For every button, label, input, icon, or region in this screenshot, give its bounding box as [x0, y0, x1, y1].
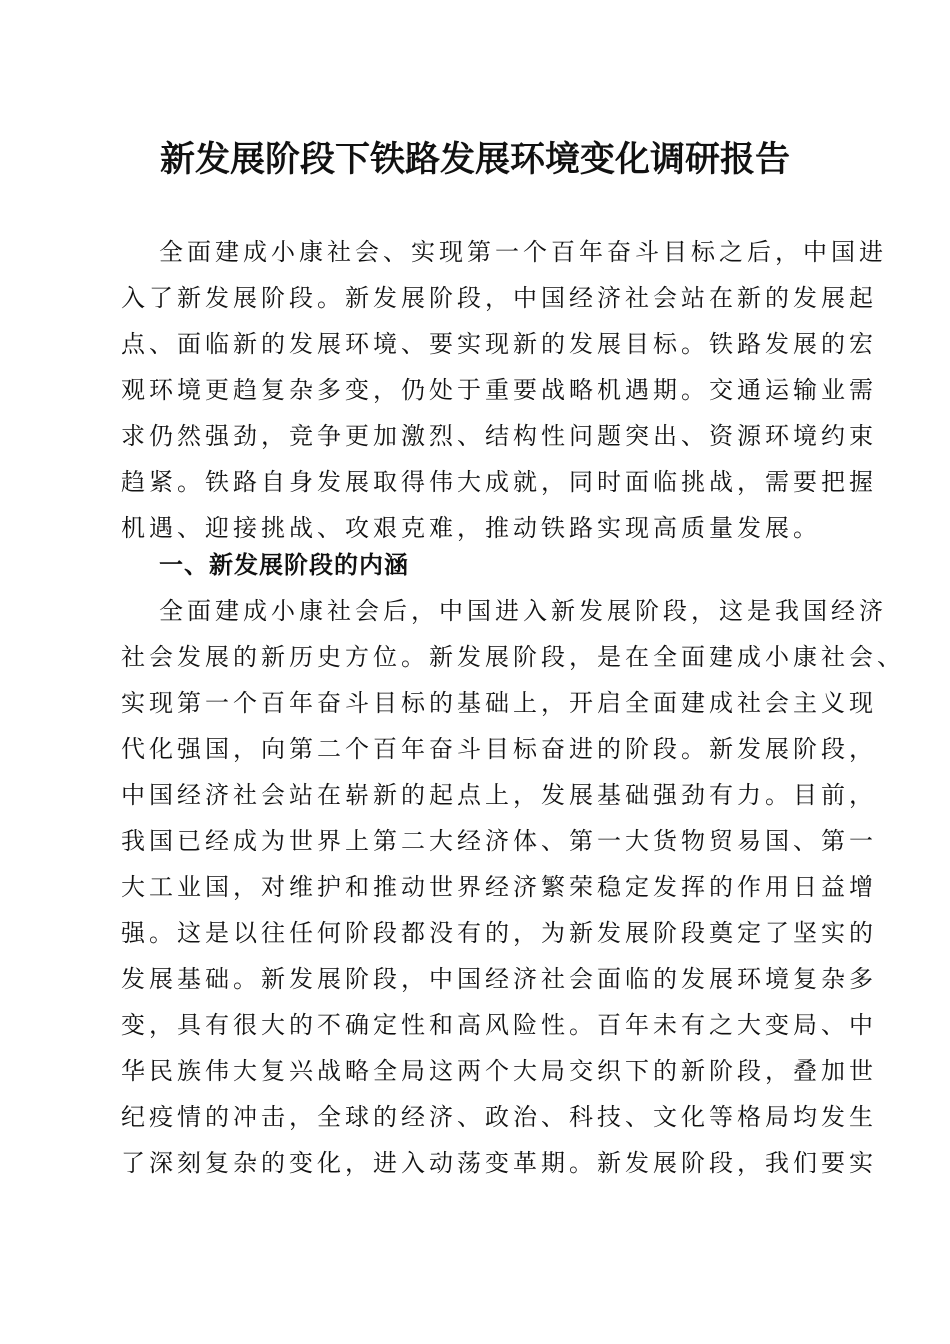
- paragraph-line: 我国已经成为世界上第二大经济体、第一大货物贸易国、第一: [121, 827, 877, 855]
- paragraph-line: 全面建成小康社会后，中国进入新发展阶段，这是我国经济: [159, 597, 887, 625]
- paragraph-line: 大工业国，对维护和推动世界经济繁荣稳定发挥的作用日益增: [121, 873, 877, 901]
- paragraph-line: 变，具有很大的不确定性和高风险性。百年未有之大变局、中: [121, 1011, 877, 1039]
- paragraph-line: 求仍然强劲，竞争更加激烈、结构性问题突出、资源环境约束: [121, 422, 877, 450]
- paragraph-line: 强。这是以往任何阶段都没有的，为新发展阶段奠定了坚实的: [121, 919, 877, 947]
- paragraph-line: 趋紧。铁路自身发展取得伟大成就，同时面临挑战，需要把握: [121, 468, 877, 496]
- paragraph-line: 观环境更趋复杂多变，仍处于重要战略机遇期。交通运输业需: [121, 376, 877, 404]
- section-paragraph: [121, 588, 905, 1186]
- paragraph-line: 了深刻复杂的变化，进入动荡变革期。新发展阶段，我们要实: [121, 1149, 877, 1177]
- paragraph-line: 机遇、迎接挑战、攻艰克难，推动铁路实现高质量发展。: [121, 514, 821, 542]
- paragraph-line: 实现第一个百年奋斗目标的基础上，开启全面建成社会主义现: [121, 689, 877, 717]
- paragraph-line: 点、面临新的发展环境、要实现新的发展目标。铁路发展的宏: [121, 330, 877, 358]
- paragraph-line: 中国经济社会站在崭新的起点上，发展基础强劲有力。目前，: [121, 781, 877, 809]
- paragraph-line: 发展基础。新发展阶段，中国经济社会面临的发展环境复杂多: [121, 965, 877, 993]
- paragraph-line: 入了新发展阶段。新发展阶段，中国经济社会站在新的发展起: [121, 284, 877, 312]
- section-heading: 一、新发展阶段的内涵: [159, 551, 409, 579]
- paragraph-line: 代化强国，向第二个百年奋斗目标奋进的阶段。新发展阶段，: [121, 735, 877, 763]
- paragraph-line: 全面建成小康社会、实现第一个百年奋斗目标之后，中国进: [159, 238, 887, 266]
- paragraph-line: 社会发展的新历史方位。新发展阶段，是在全面建成小康社会、: [121, 643, 905, 671]
- paragraph-line: 纪疫情的冲击，全球的经济、政治、科技、文化等格局均发生: [121, 1103, 877, 1131]
- paragraph-line: 华民族伟大复兴战略全局这两个大局交织下的新阶段，叠加世: [121, 1057, 877, 1085]
- document-title: 新发展阶段下铁路发展环境变化调研报告: [159, 139, 790, 180]
- intro-paragraph: [121, 229, 887, 551]
